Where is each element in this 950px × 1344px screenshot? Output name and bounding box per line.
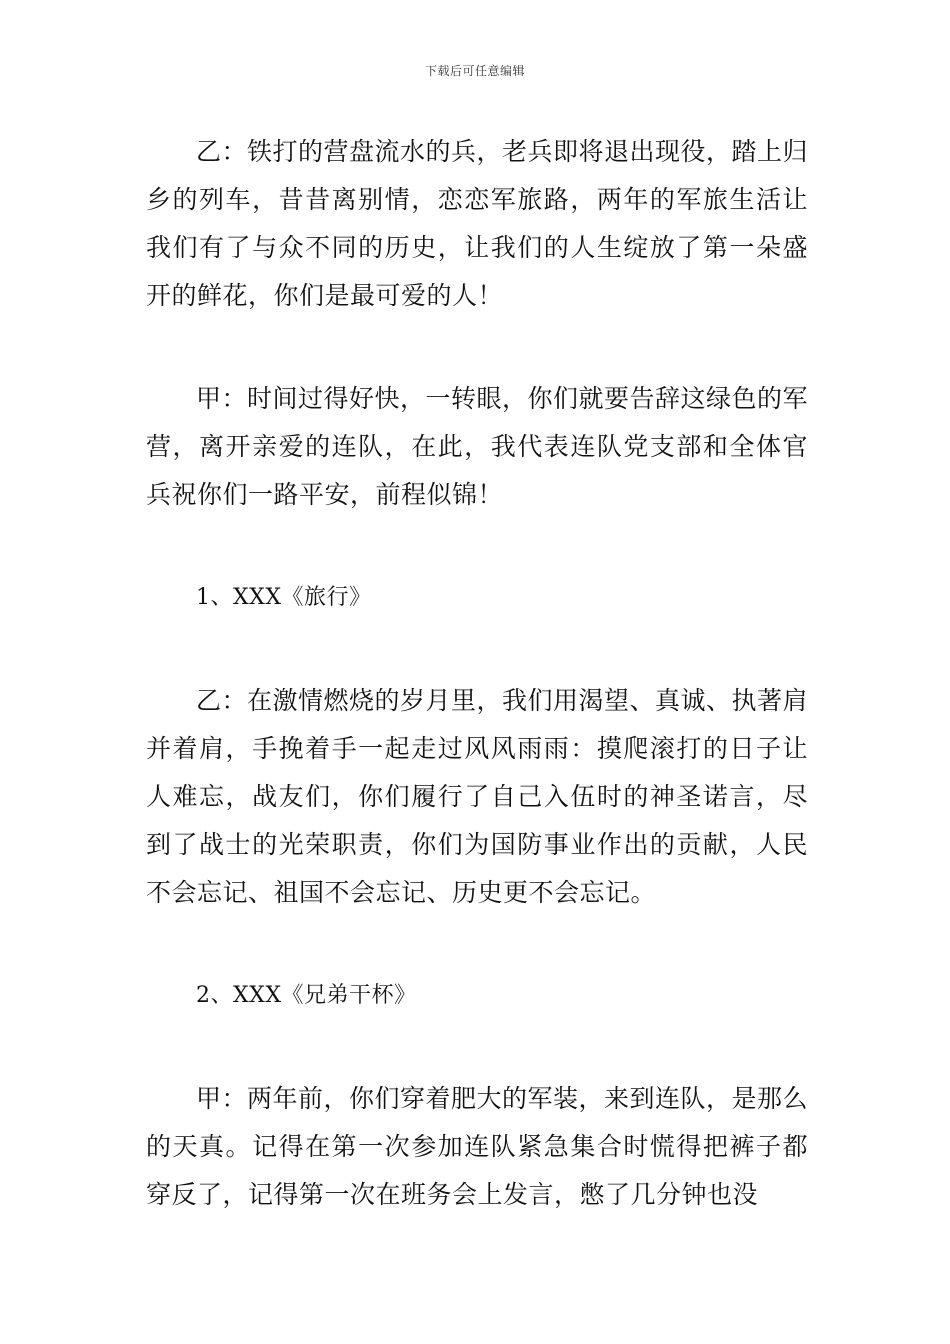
program-item-1: 1、XXX《旅行》	[196, 585, 372, 610]
paragraph-jia-2: 甲：两年前，你们穿着肥大的军装，来到连队，是那么的天真。记得在第一次参加连队紧急集合时慌得把裤子都穿反了，记得第一次在班务会上发言，憋了几分钟也没	[146, 1084, 809, 1209]
paragraph-jia-1: 甲：时间过得好快，一转眼，你们就要告辞这绿色的军营，离开亲爱的连队，在此，我代表连队党支部和全体官兵祝你们一路平安，前程似锦！	[146, 384, 809, 509]
header-note: 下载后可任意编辑	[424, 64, 525, 78]
paragraph-yi-2: 乙：在激情燃烧的岁月里，我们用渴望、真诚、执著肩并着肩，手挽着手一起走过风风雨雨：摸爬滚打的日子让人难忘，战友们，你们履行了自己入伍时的神圣诺言，尽到了战士的光荣职责，你们为国防事业作出的贡献，人民不会忘记、祖国不会忘记、历史更不会忘记。	[146, 686, 809, 907]
document-body	[146, 128, 808, 1219]
paragraph-yi-1: 乙：铁打的营盘流水的兵，老兵即将退出现役，踏上归乡的列车，昔昔离别情，恋恋军旅路，两年的军旅生活让我们有了与众不同的历史，让我们的人生绽放了第一朵盛开的鲜花，你们是最可爱的人！	[146, 137, 809, 310]
program-item-2: 2、XXX《兄弟干杯》	[196, 983, 417, 1008]
